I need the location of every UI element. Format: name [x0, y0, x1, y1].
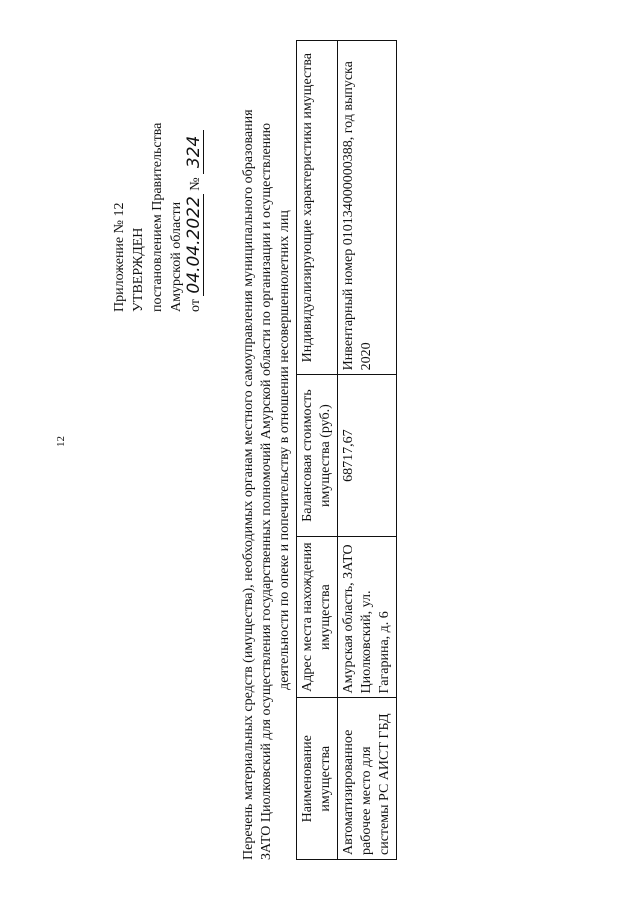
cell-characteristics: Инвентарный номер 010134000000388, год выпуска 2020: [338, 41, 397, 375]
decree-number: 324: [186, 130, 204, 174]
number-prefix: №: [188, 177, 203, 191]
decree-date-line: [186, 52, 205, 312]
header-name: Наименование имущества: [297, 698, 338, 860]
approved-label: УТВЕРЖДЕН: [131, 227, 146, 312]
date-prefix: от: [188, 299, 203, 312]
decree-date: 04.04.2022: [184, 196, 204, 294]
decree-line-1: постановлением Правительства: [150, 122, 165, 312]
approval-stamp: [110, 52, 205, 312]
table-row: [338, 41, 397, 860]
assets-table: [296, 40, 397, 860]
document-title: [240, 40, 294, 860]
cell-address: Амурская область, ЗАТО Циолковский, ул. Гагарина, д. 6: [338, 536, 397, 698]
cell-name: Автоматизированное рабочее место для системы РС АИСТ ГБД: [338, 698, 397, 860]
document-content: [110, 40, 410, 860]
header-address: Адрес места нахождения имущества: [297, 536, 338, 698]
table-header-row: [297, 41, 338, 860]
header-value: Балансовая стоимость имущества (руб.): [297, 375, 338, 537]
title-line-1: Перечень материальных средств (имущества), необходимых органам местного самоуправления муниципального образования: [241, 109, 256, 860]
title-line-2: ЗАТО Циолковский для осуществления государственных полномочий Амурской области по организации и осуществлению: [259, 122, 274, 860]
header-characteristics: Индивидуализирующие характеристики имущества: [297, 41, 338, 375]
decree-line-2: Амурской области: [169, 201, 184, 312]
title-line-3: деятельности по опеке и попечительству в отношении несовершеннолетних лиц: [277, 210, 292, 690]
page-number: 12: [55, 436, 67, 447]
appendix-label: Приложение № 12: [112, 202, 127, 312]
cell-value: 68717,67: [338, 375, 397, 537]
